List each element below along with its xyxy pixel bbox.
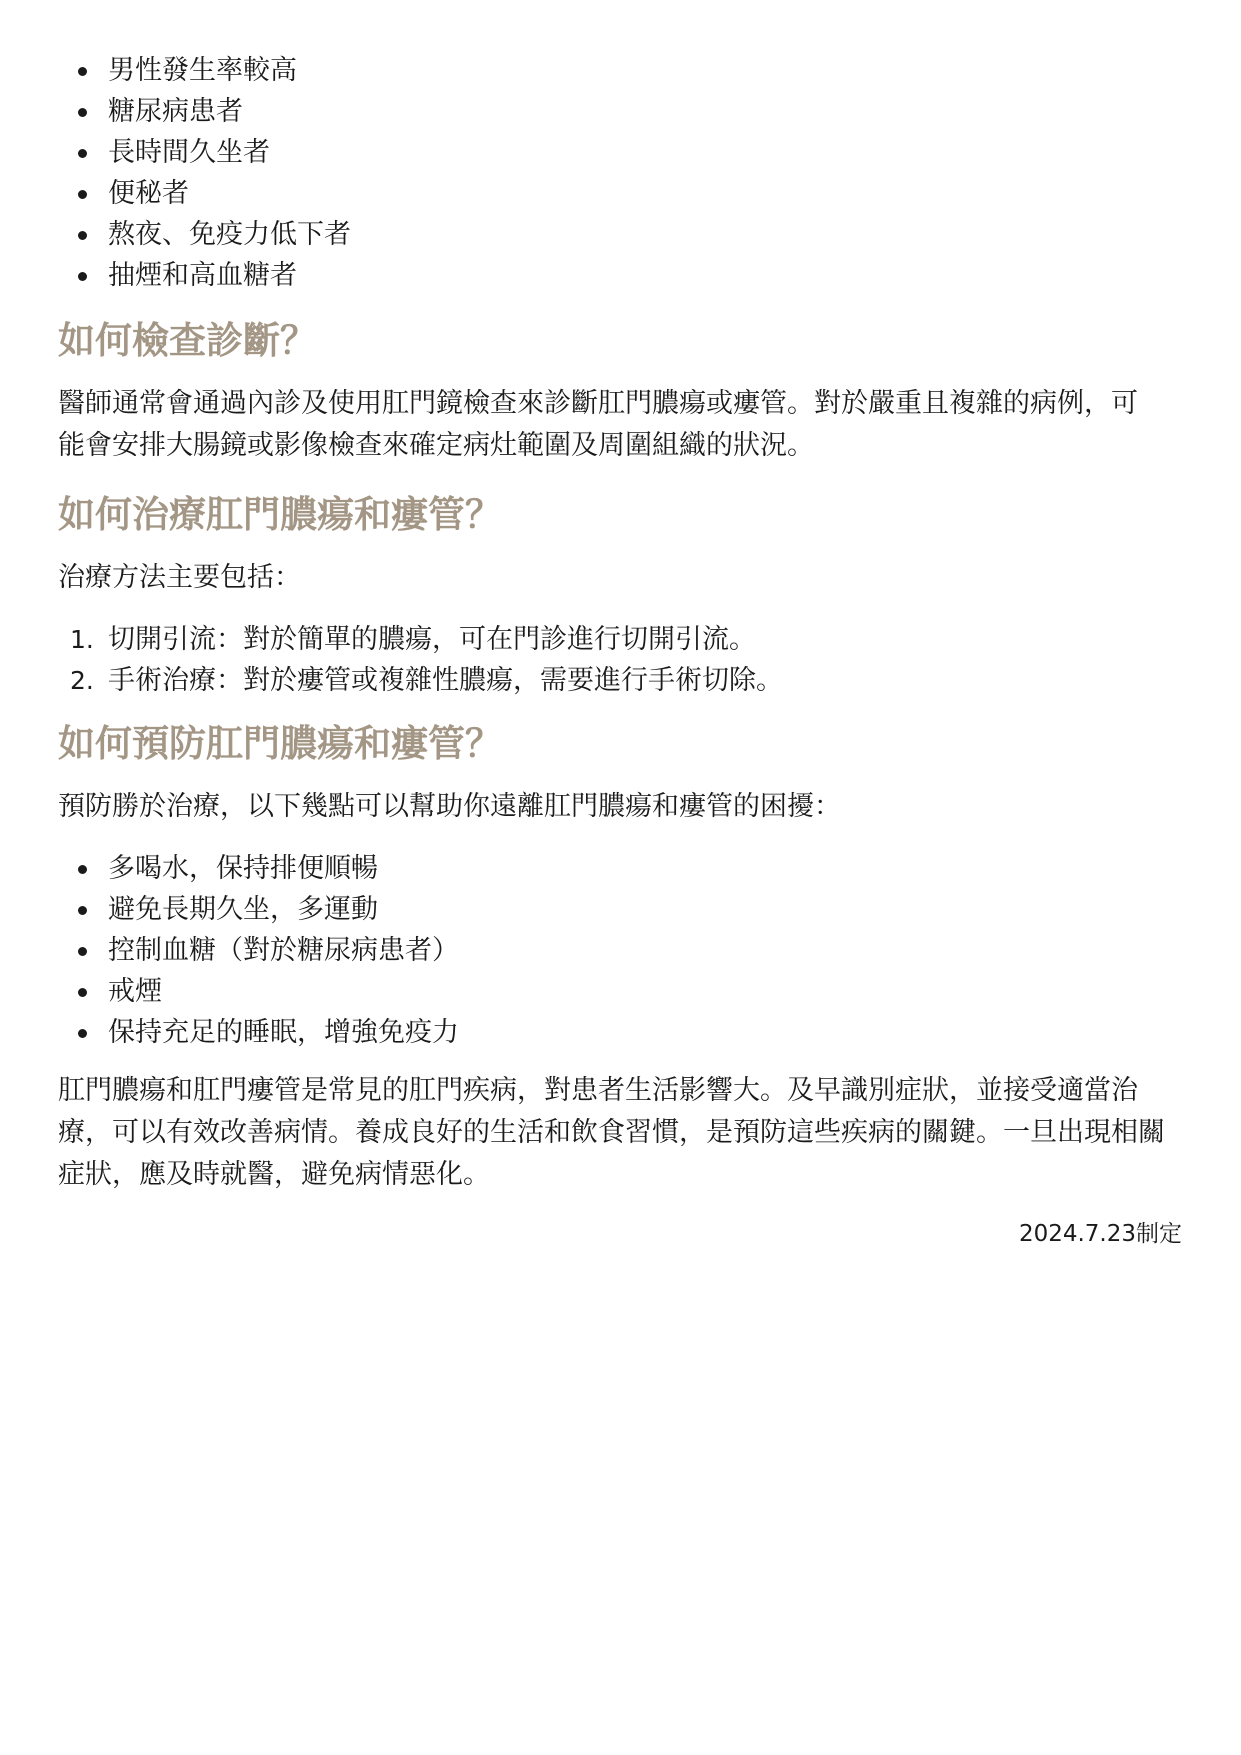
list-number: 1. bbox=[70, 625, 94, 654]
list-item: 抽煙和高血糖者 bbox=[58, 255, 1188, 296]
diagnosis-paragraph: 醫師通常會通過內診及使用肛門鏡檢查來診斷肛門膿瘍或瘻管。對於嚴重且複雜的病例，可能會安排大腸鏡或影像檢查來確定病灶範圍及周圍組織的狀況。 bbox=[58, 388, 1138, 461]
treatment-heading: 如何治療肛門膿瘍和瘻管？ bbox=[58, 493, 502, 536]
list-item: 戒煙 bbox=[58, 971, 1188, 1012]
list-text: 手術治療：對於瘻管或複雜性膿瘍，需要進行手術切除。 bbox=[108, 665, 783, 696]
risk-factor-list bbox=[58, 50, 1188, 296]
list-item: 便秘者 bbox=[58, 173, 1188, 214]
list-text: 切開引流：對於簡單的膿瘍，可在門診進行切開引流。 bbox=[108, 624, 756, 655]
list-item bbox=[58, 660, 1188, 701]
list-item: 熬夜、免疫力低下者 bbox=[58, 214, 1188, 255]
list-item: 保持充足的睡眠，增強免疫力 bbox=[58, 1012, 1188, 1053]
prevention-intro: 預防勝於治療，以下幾點可以幫助你遠離肛門膿瘍和瘻管的困擾： bbox=[58, 791, 841, 822]
list-item: 糖尿病患者 bbox=[58, 91, 1188, 132]
document-page bbox=[58, 50, 1188, 1250]
list-item: 避免長期久坐，多運動 bbox=[58, 889, 1188, 930]
list-item: 長時間久坐者 bbox=[58, 132, 1188, 173]
list-item: 多喝水，保持排便順暢 bbox=[58, 848, 1188, 889]
treatment-list bbox=[58, 619, 1188, 701]
prevention-list bbox=[58, 848, 1188, 1053]
treatment-intro: 治療方法主要包括： bbox=[58, 562, 301, 593]
diagnosis-heading: 如何檢查診斷？ bbox=[58, 319, 317, 362]
conclusion-paragraph: 肛門膿瘍和肛門瘻管是常見的肛門疾病，對患者生活影響大。及早識別症狀，並接受適當治療，可以有效改善病情。養成良好的生活和飲食習慣，是預防這些疾病的關鍵。一旦出現相關症狀，應及時就醫，避免病情惡化。 bbox=[58, 1075, 1165, 1190]
list-item: 控制血糖（對於糖尿病患者） bbox=[58, 930, 1188, 971]
list-number: 2. bbox=[70, 666, 94, 695]
date-note: 2024.7.23制定 bbox=[1018, 1221, 1182, 1247]
list-item: 男性發生率較高 bbox=[58, 50, 1188, 91]
prevention-heading: 如何預防肛門膿瘍和瘻管？ bbox=[58, 722, 502, 765]
list-item bbox=[58, 619, 1188, 660]
